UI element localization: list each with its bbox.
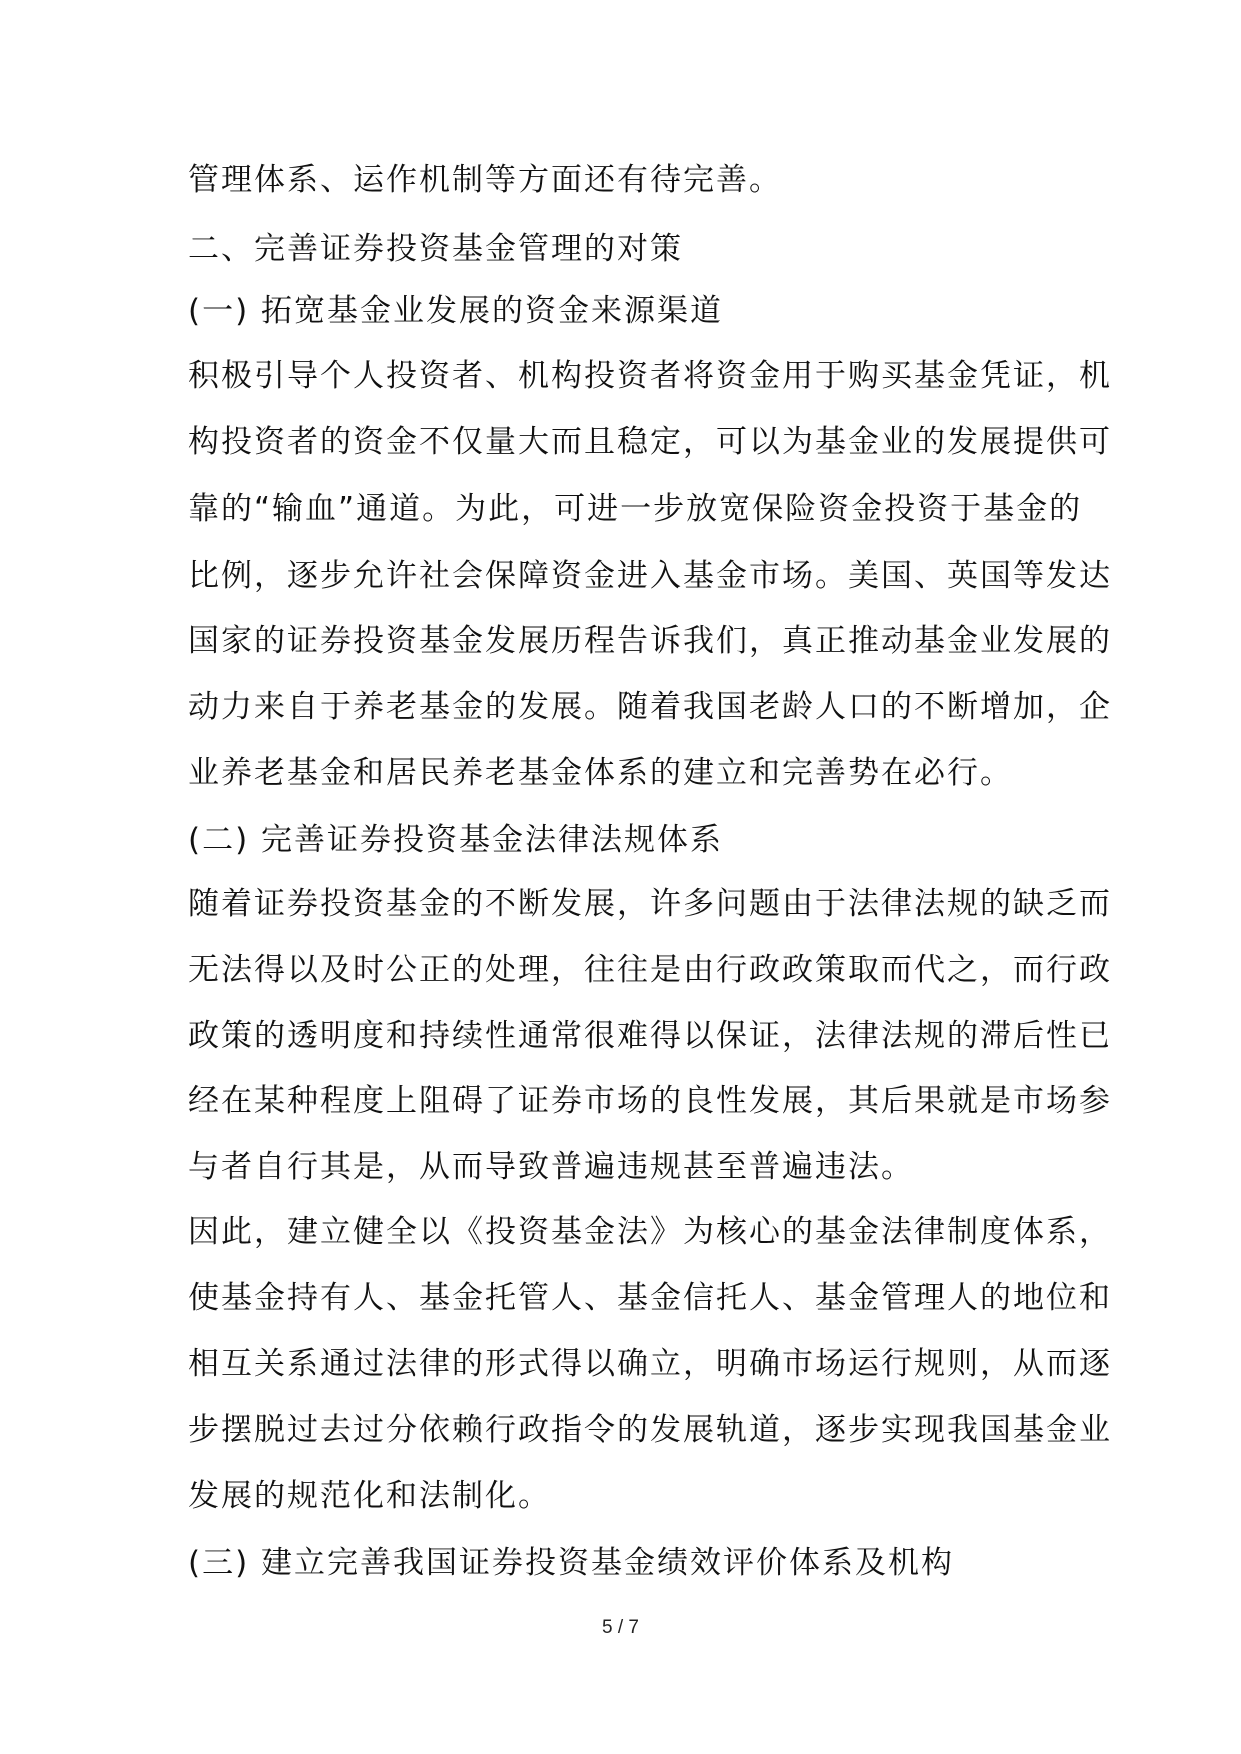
section-heading: 二、完善证券投资基金管理的对策 [188,231,683,267]
text-line: 构投资者的资金不仅量大而且稳定，可以为基金业的发展提供可 [188,424,1112,460]
text-line: 靠的“输血”通道。为此，可进一步放宽保险资金投资于基金的 [188,491,1083,527]
text-line: 无法得以及时公正的处理，往往是由行政政策取而代之，而行政 [188,952,1112,988]
text-line: 经在某种程度上阻碍了证券市场的良性发展，其后果就是市场参 [188,1083,1112,1119]
text-line: 业养老基金和居民养老基金体系的建立和完善势在必行。 [188,755,1013,791]
text-line: 比例，逐步允许社会保障资金进入基金市场。美国、英国等发达 [188,558,1112,594]
text-line: 步摆脱过去过分依赖行政指令的发展轨道，逐步实现我国基金业 [188,1412,1112,1448]
text-line: 相互关系通过法律的形式得以确立，明确市场运行规则，从而逐 [188,1346,1112,1382]
subsection-heading: (一) 拓宽基金业发展的资金来源渠道 [188,293,724,329]
text-line: 动力来自于养老基金的发展。随着我国老龄人口的不断增加，企 [188,689,1112,725]
page-number: 5 / 7 [602,1617,639,1638]
subsection-heading: (三) 建立完善我国证券投资基金绩效评价体系及机构 [188,1545,955,1581]
text-line: 国家的证券投资基金发展历程告诉我们，真正推动基金业发展的 [188,623,1112,659]
text-line: 政策的透明度和持续性通常很难得以保证，法律法规的滞后性已 [188,1018,1112,1054]
subsection-heading: (二) 完善证券投资基金法律法规体系 [188,822,724,858]
text-line: 使基金持有人、基金托管人、基金信托人、基金管理人的地位和 [188,1280,1112,1316]
text-line: 积极引导个人投资者、机构投资者将资金用于购买基金凭证，机 [188,358,1112,394]
text-line: 因此，建立健全以《投资基金法》为核心的基金法律制度体系， [188,1214,1112,1250]
text-line: 管理体系、运作机制等方面还有待完善。 [188,162,782,198]
text-line: 与者自行其是，从而导致普遍违规甚至普遍违法。 [188,1149,914,1185]
text-line: 发展的规范化和法制化。 [188,1478,551,1514]
text-line: 随着证券投资基金的不断发展，许多问题由于法律法规的缺乏而 [188,886,1112,922]
